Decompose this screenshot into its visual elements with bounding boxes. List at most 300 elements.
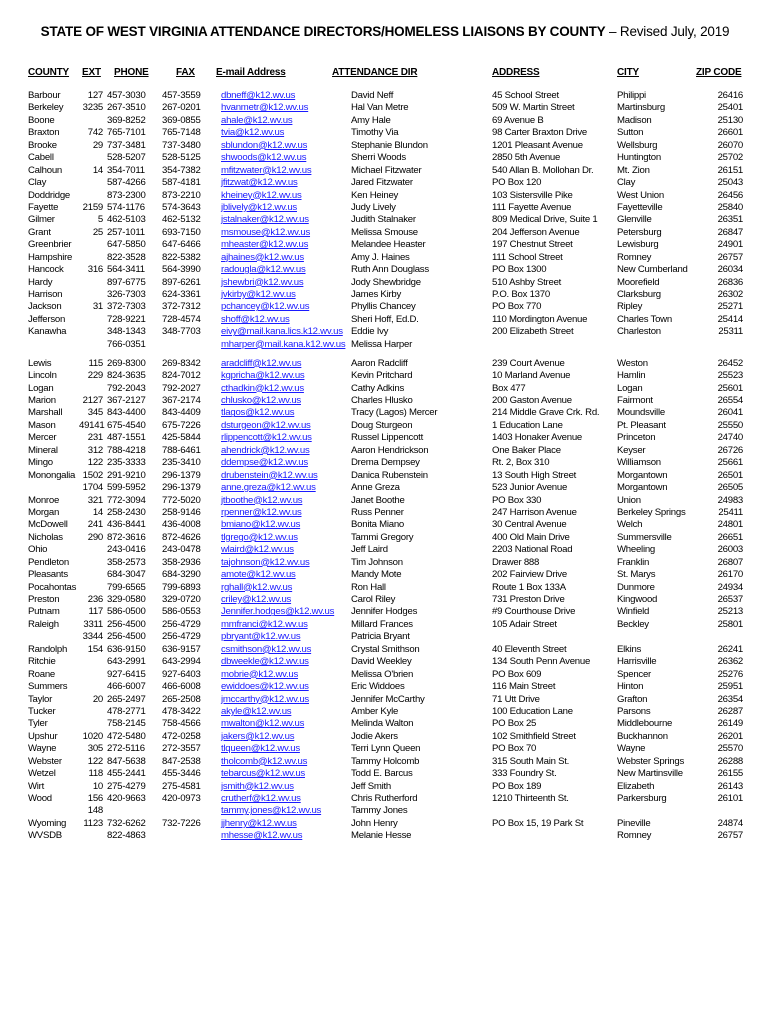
email-link[interactable]: sblundon@k12.wv.us bbox=[221, 139, 308, 151]
email-link[interactable]: eivy@mail.kana.lics.k12.wv.us bbox=[221, 326, 343, 338]
address-cell: PO Box 189 bbox=[492, 780, 542, 792]
zip-code-cell: 25523 bbox=[717, 370, 743, 382]
attendance-director-cell: Melandee Heaster bbox=[351, 239, 426, 251]
email-link[interactable]: dbweekle@k12.wv.us bbox=[221, 656, 309, 668]
table-row bbox=[0, 805, 770, 817]
table-row bbox=[0, 544, 770, 556]
attendance-director-cell: Anne Greza bbox=[351, 482, 400, 494]
ext-cell: 321 bbox=[87, 494, 103, 506]
county-cell: Lincoln bbox=[28, 370, 57, 382]
attendance-director-cell: Millard Frances bbox=[351, 618, 413, 630]
city-cell: Franklin bbox=[617, 556, 650, 568]
table-row bbox=[0, 407, 770, 419]
email-link[interactable]: tammy.jones@k12.wv.us bbox=[221, 805, 322, 817]
attendance-director-cell: Terri Lynn Queen bbox=[351, 743, 421, 755]
phone-cell: 275-4279 bbox=[107, 780, 146, 792]
phone-cell: 788-4218 bbox=[107, 444, 146, 456]
phone-cell: 528-5207 bbox=[107, 152, 146, 164]
email-link[interactable]: tlagos@k12.wv.us bbox=[221, 407, 295, 419]
city-cell: Weston bbox=[617, 357, 648, 369]
email-link[interactable]: hvanmetr@k12.wv.us bbox=[221, 102, 309, 114]
phone-cell: 369-8252 bbox=[107, 114, 146, 126]
phone-cell: 599-5952 bbox=[107, 482, 146, 494]
table-row bbox=[0, 669, 770, 681]
zip-code-cell: 25271 bbox=[717, 301, 743, 313]
table-row bbox=[0, 768, 770, 780]
city-cell: Winfield bbox=[617, 606, 650, 618]
table-row bbox=[0, 756, 770, 768]
address-cell: 247 Harrison Avenue bbox=[492, 506, 577, 518]
attendance-director-cell: Ron Hall bbox=[351, 581, 386, 593]
city-cell: Beckley bbox=[617, 618, 649, 630]
email-link[interactable]: mobrie@k12.wv.us bbox=[221, 668, 299, 680]
zip-code-cell: 26034 bbox=[717, 264, 743, 276]
attendance-director-cell: Mandy Mote bbox=[351, 569, 402, 581]
county-cell: Boone bbox=[28, 114, 55, 126]
zip-code-cell: 26452 bbox=[717, 357, 743, 369]
fax-cell: 372-7312 bbox=[162, 301, 201, 313]
address-cell: 523 Junior Avenue bbox=[492, 482, 568, 494]
zip-code-cell: 26170 bbox=[717, 569, 743, 581]
table-row bbox=[0, 519, 770, 531]
email-link[interactable]: jjhenry@k12.wv.us bbox=[221, 817, 297, 829]
zip-code-cell: 26505 bbox=[717, 482, 743, 494]
email-link[interactable]: jsmith@k12.wv.us bbox=[221, 780, 294, 792]
address-cell: 315 South Main St. bbox=[492, 755, 570, 767]
zip-code-cell: 24874 bbox=[717, 817, 743, 829]
county-cell: Braxton bbox=[28, 127, 60, 139]
table-row bbox=[0, 830, 770, 842]
phone-cell: 478-2771 bbox=[107, 705, 146, 717]
table-row bbox=[0, 656, 770, 668]
table-row bbox=[0, 326, 770, 338]
city-cell: Keyser bbox=[617, 444, 646, 456]
zip-code-cell: 26836 bbox=[717, 276, 743, 288]
city-cell: Madison bbox=[617, 114, 652, 126]
phone-cell: 462-5103 bbox=[107, 214, 146, 226]
address-cell: PO Box 1300 bbox=[492, 264, 547, 276]
phone-cell: 291-9210 bbox=[107, 469, 146, 481]
county-cell: Mingo bbox=[28, 457, 53, 469]
county-cell: Nicholas bbox=[28, 531, 63, 543]
attendance-director-cell: Melissa Smouse bbox=[351, 226, 418, 238]
table-row bbox=[0, 140, 770, 152]
table-row bbox=[0, 177, 770, 189]
attendance-director-cell: Aaron Radcliff bbox=[351, 357, 408, 369]
fax-cell: 258-9146 bbox=[162, 506, 201, 518]
fax-cell: 243-0478 bbox=[162, 544, 201, 556]
email-link[interactable]: shwoods@k12.wv.us bbox=[221, 152, 307, 164]
email-link[interactable]: jstalnaker@k12.wv.us bbox=[221, 214, 309, 226]
email-link[interactable]: mharper@mail.kana.k12.wv.us bbox=[221, 338, 346, 350]
fax-cell: 256-4729 bbox=[162, 631, 201, 643]
city-cell: Moorefield bbox=[617, 276, 660, 288]
email-link[interactable]: dbneff@k12.wv.us bbox=[221, 90, 296, 101]
table-row bbox=[0, 152, 770, 164]
zip-code-cell: 25276 bbox=[717, 668, 743, 680]
table-row bbox=[0, 507, 770, 519]
ext-cell: 20 bbox=[92, 693, 103, 705]
attendance-director-cell: Amy Hale bbox=[351, 114, 391, 126]
header-county: COUNTY bbox=[28, 67, 70, 78]
header-zip-code: ZIP CODE bbox=[696, 67, 742, 78]
zip-code-cell: 25414 bbox=[717, 313, 743, 325]
ext-cell: 115 bbox=[88, 357, 103, 369]
header-email: E-mail Address bbox=[216, 67, 286, 78]
table-row bbox=[0, 631, 770, 643]
email-link[interactable]: ewiddoes@k12.wv.us bbox=[221, 681, 309, 693]
phone-cell: 457-3030 bbox=[107, 90, 146, 101]
table-row bbox=[0, 214, 770, 226]
email-link[interactable]: jblively@k12.wv.us bbox=[221, 201, 297, 213]
directory-table bbox=[0, 90, 770, 843]
city-cell: Kingwood bbox=[617, 594, 658, 605]
email-link[interactable]: jmccarthy@k12.wv.us bbox=[221, 693, 309, 705]
address-cell: 111 School Street bbox=[492, 251, 563, 263]
email-link[interactable]: tholcomb@k12.wv.us bbox=[221, 755, 308, 767]
table-row bbox=[0, 277, 770, 289]
ext-cell: 118 bbox=[88, 768, 103, 780]
email-link[interactable]: dsturgeon@k12.wv.us bbox=[221, 419, 311, 431]
phone-cell: 643-2991 bbox=[107, 656, 146, 668]
email-link[interactable]: tlgrego@k12.wv.us bbox=[221, 531, 298, 543]
email-link[interactable]: amote@k12.wv.us bbox=[221, 569, 296, 581]
fax-cell: 643-2994 bbox=[162, 656, 201, 668]
email-link[interactable]: anne.greza@k12.wv.us bbox=[221, 482, 316, 494]
ext-cell: 49141 bbox=[79, 419, 105, 431]
address-cell: 40 Eleventh Street bbox=[492, 643, 567, 655]
phone-cell: 872-3616 bbox=[107, 531, 146, 543]
ext-cell: 29 bbox=[92, 139, 103, 151]
phone-cell: 472-5480 bbox=[107, 730, 146, 742]
city-cell: Parsons bbox=[617, 705, 651, 717]
phone-cell: 358-2573 bbox=[107, 556, 146, 568]
address-cell: 204 Jefferson Avenue bbox=[492, 226, 580, 238]
city-cell: Wheeling bbox=[617, 544, 655, 556]
fax-cell: 256-4729 bbox=[162, 618, 201, 630]
city-cell: St. Marys bbox=[617, 569, 656, 581]
attendance-director-cell: James Kirby bbox=[351, 289, 402, 300]
attendance-director-cell: Ken Heiney bbox=[351, 189, 399, 201]
address-cell: PO Box 609 bbox=[492, 668, 542, 680]
email-link[interactable]: ajhaines@k12.wv.us bbox=[221, 251, 304, 263]
address-cell: 1210 Thirteenth St. bbox=[492, 793, 569, 804]
address-cell: PO Box 330 bbox=[492, 494, 542, 506]
fax-cell: 329-0720 bbox=[162, 594, 201, 605]
city-cell: Princeton bbox=[617, 432, 656, 444]
phone-cell: 847-5638 bbox=[107, 755, 146, 767]
city-cell: Spencer bbox=[617, 668, 651, 680]
email-link[interactable]: pbryant@k12.wv.us bbox=[221, 631, 301, 643]
attendance-director-cell: Eric Widdoes bbox=[351, 681, 405, 693]
zip-code-cell: 26554 bbox=[717, 395, 743, 406]
fax-cell: 765-7148 bbox=[162, 127, 201, 139]
address-cell: 202 Fairview Drive bbox=[492, 569, 567, 581]
email-link[interactable]: jshewbri@k12.wv.us bbox=[221, 276, 304, 288]
fax-cell: 822-5382 bbox=[162, 251, 201, 263]
city-cell: Charleston bbox=[617, 326, 661, 338]
phone-cell: 354-7011 bbox=[107, 164, 145, 176]
county-cell: Putnam bbox=[28, 606, 60, 618]
fax-cell: 564-3990 bbox=[162, 264, 201, 276]
email-link[interactable]: drubenstein@k12.wv.us bbox=[221, 469, 318, 481]
zip-code-cell: 25661 bbox=[717, 457, 743, 469]
email-link[interactable]: mhesse@k12.wv.us bbox=[221, 830, 303, 842]
county-cell: Logan bbox=[28, 382, 54, 394]
ext-cell: 1704 bbox=[82, 482, 103, 494]
county-cell: Cabell bbox=[28, 152, 54, 164]
zip-code-cell: 26501 bbox=[717, 469, 743, 481]
ext-cell: 1123 bbox=[83, 817, 103, 829]
table-row bbox=[0, 470, 770, 482]
zip-code-cell: 26757 bbox=[717, 251, 743, 263]
fax-cell: 420-0973 bbox=[162, 793, 201, 804]
ext-cell: 305 bbox=[87, 743, 103, 755]
county-cell: Webster bbox=[28, 755, 62, 767]
phone-cell: 765-7101 bbox=[107, 127, 146, 139]
email-link[interactable]: shoff@k12.wv.us bbox=[221, 313, 290, 325]
fax-cell: 788-6461 bbox=[162, 444, 201, 456]
fax-cell: 462-5132 bbox=[162, 214, 201, 226]
city-cell: Hinton bbox=[617, 681, 644, 693]
county-cell: Summers bbox=[28, 681, 68, 693]
phone-cell: 574-1176 bbox=[107, 201, 145, 213]
ext-cell: 229 bbox=[87, 370, 103, 382]
attendance-director-cell: Jeff Smith bbox=[351, 780, 391, 792]
attendance-director-cell: Kevin Pritchard bbox=[351, 370, 413, 382]
zip-code-cell: 26726 bbox=[717, 444, 743, 456]
table-row bbox=[0, 731, 770, 743]
fax-cell: 296-1379 bbox=[162, 469, 201, 481]
phone-cell: 822-4863 bbox=[107, 830, 146, 842]
city-cell: Fayetteville bbox=[617, 201, 663, 213]
attendance-director-cell: Chris Rutherford bbox=[351, 793, 418, 804]
ext-cell: 154 bbox=[87, 643, 103, 655]
table-row bbox=[0, 781, 770, 793]
city-cell: Fairmont bbox=[617, 395, 653, 406]
email-link[interactable]: tebarcus@k12.wv.us bbox=[221, 768, 305, 780]
email-link[interactable]: wlaird@k12.wv.us bbox=[221, 544, 294, 556]
zip-code-cell: 26354 bbox=[717, 693, 743, 705]
attendance-director-cell: Bonita Miano bbox=[351, 519, 404, 531]
city-cell: Huntington bbox=[617, 152, 661, 164]
email-link[interactable]: mheaster@k12.wv.us bbox=[221, 239, 309, 251]
attendance-director-cell: Amy J. Haines bbox=[351, 251, 410, 263]
table-row bbox=[0, 314, 770, 326]
ext-cell: 2127 bbox=[82, 395, 103, 406]
phone-cell: 257-1011 bbox=[107, 226, 145, 238]
email-link[interactable]: radougla@k12.wv.us bbox=[221, 264, 306, 276]
email-link[interactable]: pchancey@k12.wv.us bbox=[221, 301, 310, 313]
county-cell: Mineral bbox=[28, 444, 58, 456]
email-link[interactable]: rpenner@k12.wv.us bbox=[221, 506, 302, 518]
email-link[interactable]: mwalton@k12.wv.us bbox=[221, 718, 305, 730]
county-cell: Roane bbox=[28, 668, 56, 680]
address-cell: PO Box 15, 19 Park St bbox=[492, 817, 584, 829]
zip-code-cell: 26070 bbox=[717, 139, 743, 151]
phone-cell: 564-3411 bbox=[107, 264, 145, 276]
ext-cell: 241 bbox=[87, 519, 103, 531]
fax-cell: 824-7012 bbox=[162, 370, 201, 382]
attendance-director-cell: Cathy Adkins bbox=[351, 382, 404, 394]
email-link[interactable]: ahale@k12.wv.us bbox=[221, 114, 293, 126]
fax-cell: 457-3559 bbox=[162, 90, 201, 101]
fax-cell: 847-2538 bbox=[162, 755, 201, 767]
table-row bbox=[0, 190, 770, 202]
attendance-director-cell: Judith Stalnaker bbox=[351, 214, 416, 226]
address-cell: 200 Elizabeth Street bbox=[492, 326, 574, 338]
fax-cell: 358-2936 bbox=[162, 556, 201, 568]
table-row bbox=[0, 420, 770, 432]
fax-cell: 275-4581 bbox=[162, 780, 201, 792]
address-cell: Drawer 888 bbox=[492, 556, 540, 568]
email-link[interactable]: mmfranci@k12.wv.us bbox=[221, 618, 308, 630]
county-cell: Marion bbox=[28, 395, 56, 406]
zip-code-cell: 26143 bbox=[717, 780, 743, 792]
fax-cell: 675-7226 bbox=[162, 419, 201, 431]
attendance-director-cell: Amber Kyle bbox=[351, 705, 399, 717]
phone-cell: 684-3047 bbox=[107, 569, 146, 581]
county-cell: Clay bbox=[28, 177, 47, 189]
email-link[interactable]: bmiano@k12.wv.us bbox=[221, 519, 301, 531]
fax-cell: 792-2027 bbox=[162, 382, 201, 394]
zip-code-cell: 26241 bbox=[717, 643, 743, 655]
address-cell: 105 Adair Street bbox=[492, 618, 557, 630]
city-cell: Morgantown bbox=[617, 482, 668, 494]
city-cell: Pt. Pleasant bbox=[617, 419, 666, 431]
zip-code-cell: 25043 bbox=[717, 177, 743, 189]
email-link[interactable]: tlqueen@k12.wv.us bbox=[221, 743, 300, 755]
fax-cell: 574-3643 bbox=[162, 201, 201, 213]
attendance-director-cell: Hal Van Metre bbox=[351, 102, 409, 114]
attendance-director-cell: Michael Fitzwater bbox=[351, 164, 422, 176]
address-cell: 731 Preston Drive bbox=[492, 594, 565, 605]
city-cell: Elkins bbox=[617, 643, 642, 655]
attendance-director-cell: Jeff Laird bbox=[351, 544, 388, 556]
zip-code-cell: 26151 bbox=[717, 164, 743, 176]
county-cell: WVSDB bbox=[28, 830, 62, 842]
fax-cell: 737-3480 bbox=[162, 139, 201, 151]
table-row bbox=[0, 239, 770, 251]
zip-code-cell: 26003 bbox=[717, 544, 743, 556]
zip-code-cell: 26456 bbox=[717, 189, 743, 201]
email-link[interactable]: csmithson@k12.wv.us bbox=[221, 643, 312, 655]
email-link[interactable]: tajohnson@k12.wv.us bbox=[221, 556, 310, 568]
county-cell: Harrison bbox=[28, 289, 63, 300]
county-cell: Brooke bbox=[28, 139, 57, 151]
city-cell: Petersburg bbox=[617, 226, 662, 238]
county-cell: Randolph bbox=[28, 643, 68, 655]
email-link[interactable]: mfitzwater@k12.wv.us bbox=[221, 164, 312, 176]
table-row bbox=[0, 202, 770, 214]
zip-code-cell: 26807 bbox=[717, 556, 743, 568]
attendance-director-cell: Todd E. Barcus bbox=[351, 768, 413, 780]
county-cell: Lewis bbox=[28, 357, 52, 369]
attendance-director-cell: Eddie Ivy bbox=[351, 326, 389, 338]
city-cell: Grafton bbox=[617, 693, 648, 705]
table-row bbox=[0, 594, 770, 606]
city-cell: Hamlin bbox=[617, 370, 646, 382]
fax-cell: 455-3446 bbox=[162, 768, 201, 780]
address-cell: 400 Old Main Drive bbox=[492, 531, 570, 543]
email-link[interactable]: ahendrick@k12.wv.us bbox=[221, 444, 310, 456]
attendance-director-cell: Judy Lively bbox=[351, 201, 396, 213]
ext-cell: 3311 bbox=[83, 618, 103, 630]
fax-cell: 772-5020 bbox=[162, 494, 201, 506]
phone-cell: 822-3528 bbox=[107, 251, 146, 263]
phone-cell: 647-5850 bbox=[107, 239, 146, 251]
phone-cell: 636-9150 bbox=[107, 643, 146, 655]
email-link[interactable]: kheiney@k12.wv.us bbox=[221, 189, 302, 201]
email-link[interactable]: crutherf@k12.wv.us bbox=[221, 793, 301, 804]
county-cell: Marshall bbox=[28, 407, 63, 419]
attendance-director-cell: Jared Fitzwater bbox=[351, 177, 413, 189]
address-cell: 45 School Street bbox=[492, 90, 559, 101]
email-link[interactable]: rlippencott@k12.wv.us bbox=[221, 432, 312, 444]
table-row bbox=[0, 606, 770, 618]
city-cell: Elizabeth bbox=[617, 780, 655, 792]
email-link[interactable]: chlusko@k12.wv.us bbox=[221, 395, 301, 406]
email-link[interactable]: jvkirby@k12.wv.us bbox=[221, 289, 296, 300]
zip-code-cell: 25130 bbox=[717, 114, 743, 126]
ext-cell: 1020 bbox=[82, 730, 103, 742]
zip-code-cell: 26155 bbox=[717, 768, 743, 780]
email-link[interactable]: jtboothe@k12.wv.us bbox=[221, 494, 303, 506]
zip-code-cell: 24983 bbox=[717, 494, 743, 506]
phone-cell: 267-3510 bbox=[107, 102, 146, 114]
fax-cell: 624-3361 bbox=[162, 289, 201, 300]
address-cell: Route 1 Box 133A bbox=[492, 581, 566, 593]
phone-cell: 466-6007 bbox=[107, 681, 146, 693]
ext-cell: 10 bbox=[92, 780, 103, 792]
ext-cell: 316 bbox=[87, 264, 103, 276]
email-link[interactable]: aradcliff@k12.wv.us bbox=[221, 357, 302, 369]
fax-cell: 367-2174 bbox=[162, 395, 201, 406]
zip-code-cell: 25951 bbox=[717, 681, 743, 693]
attendance-director-cell: Stephanie Blundon bbox=[351, 139, 428, 151]
table-row bbox=[0, 718, 770, 730]
ext-cell: 312 bbox=[87, 444, 103, 456]
email-link[interactable]: tvia@k12.wv.us bbox=[221, 127, 285, 139]
city-cell: Clay bbox=[617, 177, 636, 189]
city-cell: New Martinsville bbox=[617, 768, 683, 780]
header-attendance-dir: ATTENDANCE DIR bbox=[332, 67, 418, 78]
address-cell: 10 Marland Avenue bbox=[492, 370, 571, 382]
email-link[interactable]: kgpricha@k12.wv.us bbox=[221, 370, 305, 382]
phone-cell: 243-0416 bbox=[107, 544, 146, 556]
email-link[interactable]: rghall@k12.wv.us bbox=[221, 581, 293, 593]
phone-cell: 326-7303 bbox=[107, 289, 146, 300]
address-cell: 102 Smithfield Street bbox=[492, 730, 576, 742]
email-link[interactable]: akyle@k12.wv.us bbox=[221, 705, 292, 717]
address-cell: 1403 Honaker Avenue bbox=[492, 432, 583, 444]
email-link[interactable]: jfitzwat@k12.wv.us bbox=[221, 177, 298, 189]
zip-code-cell: 26287 bbox=[717, 705, 743, 717]
email-link[interactable]: msmouse@k12.wv.us bbox=[221, 226, 311, 238]
email-link[interactable]: jakers@k12.wv.us bbox=[221, 730, 295, 742]
email-link[interactable]: Jennifer.hodges@k12.wv.us bbox=[221, 606, 335, 618]
address-cell: 197 Chestnut Street bbox=[492, 239, 573, 251]
address-cell: PO Box 120 bbox=[492, 177, 542, 189]
attendance-director-cell: Aaron Hendrickson bbox=[351, 444, 429, 456]
email-link[interactable]: cthadkin@k12.wv.us bbox=[221, 382, 304, 394]
address-cell: 510 Ashby Street bbox=[492, 276, 562, 288]
email-link[interactable]: criley@k12.wv.us bbox=[221, 594, 292, 605]
ext-cell: 156 bbox=[87, 793, 103, 804]
fax-cell: 267-0201 bbox=[162, 102, 201, 114]
email-link[interactable]: ddempse@k12.wv.us bbox=[221, 457, 308, 469]
address-cell: 110 Mordington Avenue bbox=[492, 313, 588, 325]
